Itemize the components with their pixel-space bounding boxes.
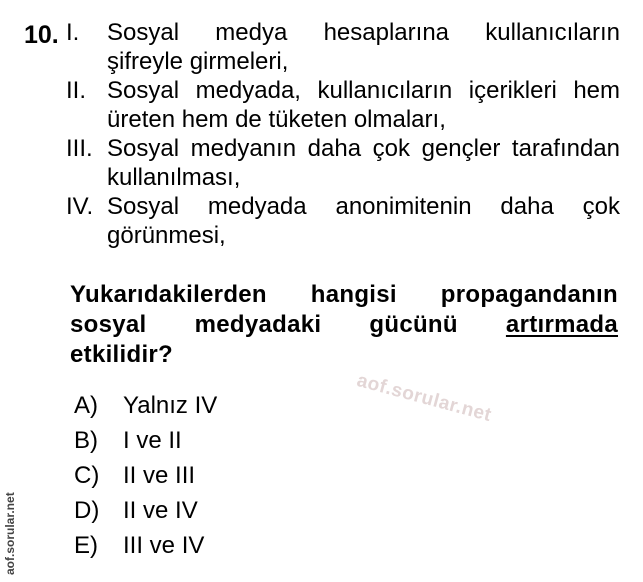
statement-item	[66, 18, 620, 76]
statement-text	[107, 18, 620, 76]
statement-line: üreten hem de tüketen olmaları,	[107, 106, 446, 133]
statement-numeral: IV.	[66, 193, 94, 220]
option-letter: A)	[74, 392, 98, 419]
statement-item	[66, 192, 620, 250]
statement-line: kullanılması,	[107, 164, 241, 191]
statement-item	[66, 76, 620, 134]
statement-line: Sosyal medya hesaplarına kullanıcıların	[107, 19, 620, 46]
statement-line: şifreyle girmeleri,	[107, 48, 289, 75]
option-letter: C)	[74, 462, 100, 489]
option-text: Yalnız IV	[123, 392, 218, 419]
option-text: II ve III	[123, 462, 196, 489]
stem-text: sosyal medyadaki gücünü	[70, 311, 458, 338]
answer-option[interactable]	[74, 458, 217, 493]
question-number: 10.	[24, 21, 59, 49]
statement-text	[107, 134, 620, 192]
statement-numeral: II.	[66, 77, 87, 104]
watermark: aof.sorular.net	[354, 370, 494, 427]
answer-option[interactable]	[74, 423, 217, 458]
option-letter: D)	[74, 497, 100, 524]
answer-options	[74, 388, 217, 563]
question-stem	[70, 280, 618, 370]
statement-item	[66, 134, 620, 192]
stem-line: Yukarıdakilerden hangisi propagandanın	[70, 281, 618, 308]
statement-line: Sosyal medyanın daha çok gençler tarafından	[107, 135, 620, 162]
answer-option[interactable]	[74, 493, 217, 528]
statement-numeral: III.	[66, 135, 93, 162]
option-text: II ve IV	[123, 497, 198, 524]
statement-text	[107, 192, 620, 250]
statement-line: Sosyal medyada, kullanıcıların içerikleri hem	[107, 77, 620, 104]
option-text: III ve IV	[123, 532, 205, 559]
option-text: I ve II	[123, 427, 182, 454]
stem-underlined-word: artırmada	[505, 311, 619, 338]
answer-option[interactable]	[74, 528, 217, 563]
stem-line	[70, 310, 618, 340]
side-watermark: aof.sorular.net	[3, 492, 17, 575]
statement-numeral: I.	[66, 19, 80, 46]
stem-line: etkilidir?	[70, 341, 174, 368]
answer-option[interactable]	[74, 388, 217, 423]
statement-list	[66, 18, 620, 250]
option-letter: E)	[74, 532, 98, 559]
option-letter: B)	[74, 427, 98, 454]
statement-line: Sosyal medyada anonimitenin daha çok	[107, 193, 620, 220]
statement-line: görünmesi,	[107, 222, 226, 249]
statement-text	[107, 76, 620, 134]
